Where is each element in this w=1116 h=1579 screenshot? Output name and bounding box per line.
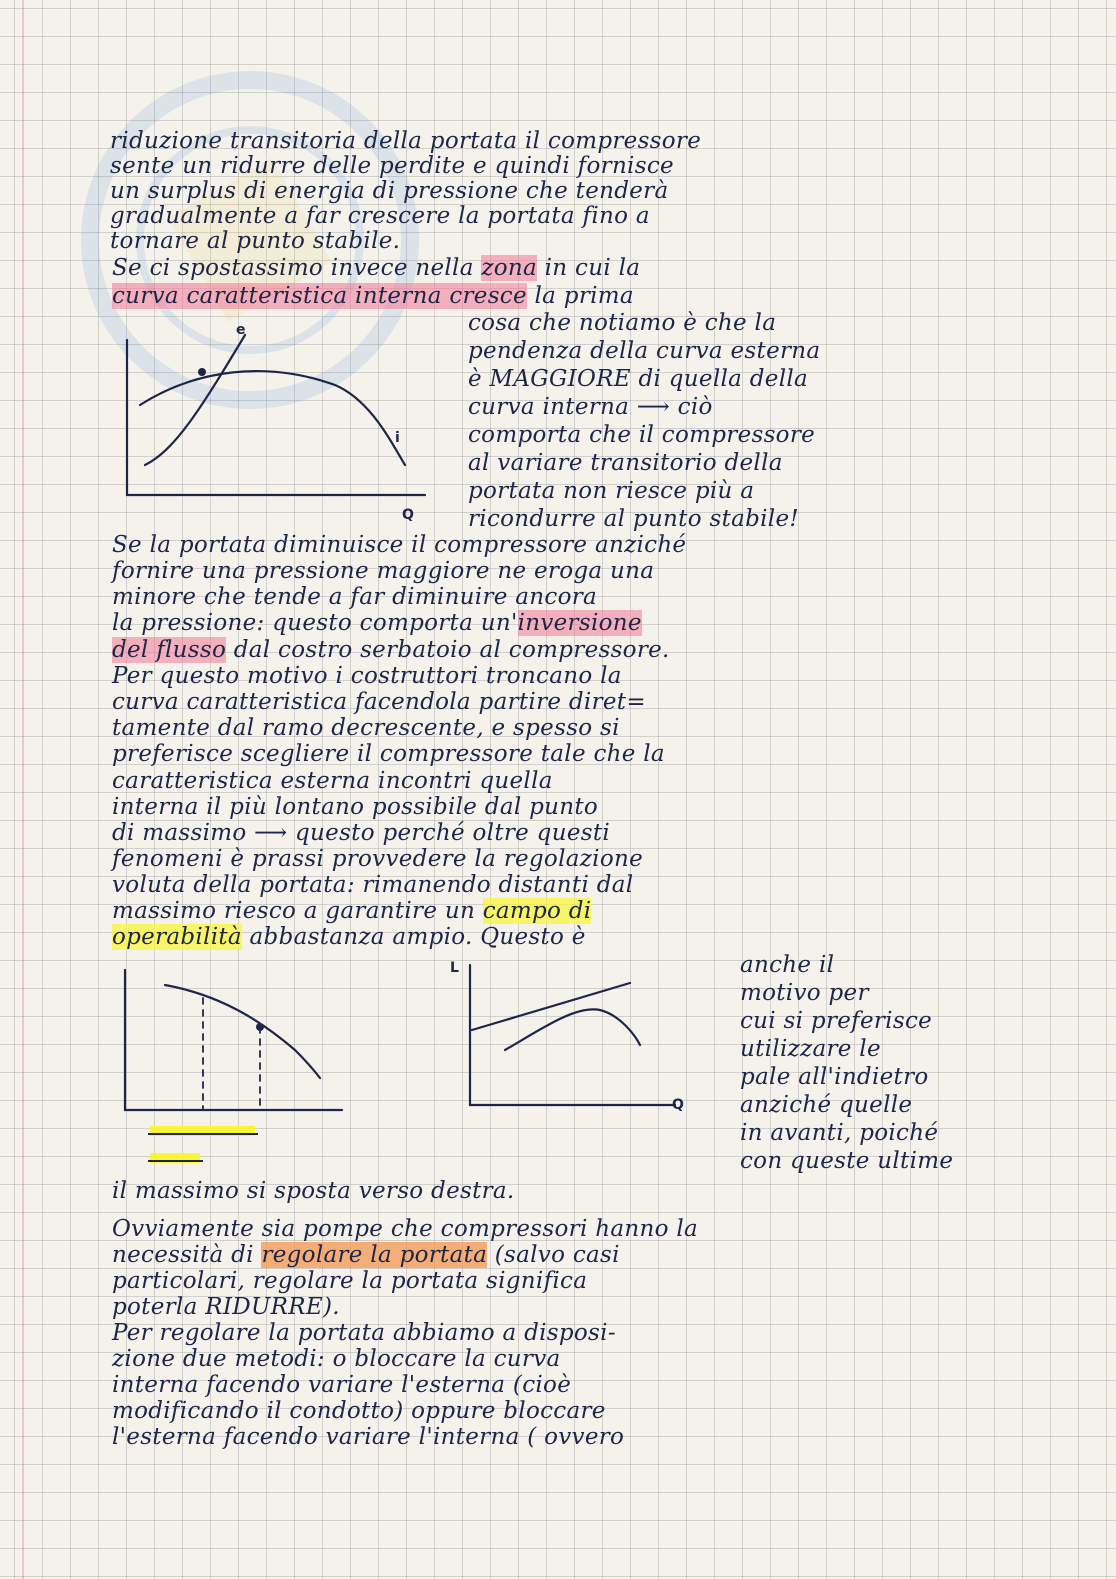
text-line: massimo riesco a garantire un campo di [112, 898, 592, 924]
text-line: necessità di regolare la portata (salvo casi [112, 1242, 620, 1268]
text-line: è MAGGIORE di quella della [468, 366, 809, 392]
graph-work-vs-flow [460, 965, 690, 1115]
text-line: l'esterna facendo variare l'interna ( ovvero [112, 1424, 625, 1450]
text-line: Se ci spostassimo invece nella zona in cui la [112, 255, 641, 281]
highlighted-phrase: operabilità [112, 924, 242, 950]
text-line: minore che tende a far diminuire ancora [112, 584, 598, 610]
text-line: Se la portata diminuisce il compressore anziché [112, 532, 687, 558]
graph-characteristic-curves [105, 330, 435, 520]
axis-q-label: Q [402, 507, 414, 523]
text-line: di massimo ⟶ questo perché oltre questi [112, 820, 611, 846]
range-bracket-narrow [148, 1160, 203, 1162]
text-line: interna il più lontano possibile dal punto [112, 794, 599, 820]
text-line: il massimo si sposta verso destra. [112, 1178, 515, 1204]
highlighted-phrase: del flusso [112, 637, 227, 663]
text-line: caratteristica esterna incontri quella [112, 768, 553, 794]
text-line: Ovviamente sia pompe che compressori hanno la [112, 1216, 698, 1242]
highlighted-phrase: zona [481, 255, 538, 281]
text-line: pendenza della curva esterna [468, 338, 821, 364]
highlighted-phrase: inversione [517, 610, 642, 636]
graph-operating-range [110, 970, 350, 1120]
text-line: curva caratteristica facendola partire diret= [112, 689, 646, 715]
text-line: anche il [740, 952, 835, 978]
text-line: utilizzare le [740, 1036, 881, 1062]
text-line: modificando il condotto) oppure bloccare [112, 1398, 606, 1424]
text-line: comporta che il compressore [468, 422, 816, 448]
text-line: Per regolare la portata abbiamo a disposi- [112, 1320, 616, 1346]
text-line: portata non riesce più a [468, 478, 755, 504]
highlighted-phrase: regolare la portata [261, 1242, 488, 1268]
text-line: cosa che notiamo è che la [468, 310, 777, 336]
text-line: ricondurre al punto stabile! [468, 506, 799, 532]
text-line: fenomeni è prassi provvedere la regolazione [112, 846, 643, 872]
text-line: la pressione: questo comporta un'inversione [112, 610, 642, 636]
text-line: curva caratteristica interna cresce la prima [112, 283, 634, 309]
axis-q-label-2: Q [672, 1097, 684, 1113]
text-line: con queste ultime [740, 1148, 954, 1174]
text-line: curva interna ⟶ ciò [468, 394, 713, 420]
text-line: in avanti, poiché [740, 1120, 939, 1146]
text-line: particolari, regolare la portata significa [112, 1268, 588, 1294]
text-line: voluta della portata: rimanendo distanti dal [112, 872, 634, 898]
text-line: un surplus di energia di pressione che tenderà [110, 178, 669, 204]
range-bracket-wide [148, 1133, 258, 1135]
axis-l-label: L [450, 960, 459, 976]
text-line: preferisce scegliere il compressore tale che la [112, 741, 665, 767]
text-line: tornare al punto stabile. [110, 228, 401, 254]
curve-e-label: e [236, 322, 246, 338]
highlighted-phrase: campo di [482, 898, 592, 924]
text-line: operabilità abbastanza ampio. Questo è [112, 924, 586, 950]
text-line: gradualmente a far crescere la portata fino a [110, 203, 650, 229]
text-line: zione due metodi: o bloccare la curva [112, 1346, 561, 1372]
text-line: cui si preferisce [740, 1008, 933, 1034]
text-line: motivo per [740, 980, 869, 1006]
text-line: al variare transitorio della [468, 450, 783, 476]
text-line: Per questo motivo i costruttori troncano la [112, 663, 622, 689]
text-line: sente un ridurre delle perdite e quindi fornisce [110, 153, 674, 179]
highlighted-phrase: curva caratteristica interna cresce [112, 283, 527, 309]
text-line: tamente dal ramo decrescente, e spesso si [112, 715, 620, 741]
text-line: del flusso dal costro serbatoio al compressore. [112, 637, 670, 663]
text-line: poterla RIDURRE). [112, 1294, 340, 1320]
text-line: anziché quelle [740, 1092, 913, 1118]
text-line: interna facendo variare l'esterna (cioè [112, 1372, 572, 1398]
text-line: riduzione transitoria della portata il compressore [110, 128, 702, 154]
text-line: fornire una pressione maggiore ne eroga una [112, 558, 655, 584]
curve-i-label: i [395, 430, 400, 446]
text-line: pale all'indietro [740, 1064, 929, 1090]
